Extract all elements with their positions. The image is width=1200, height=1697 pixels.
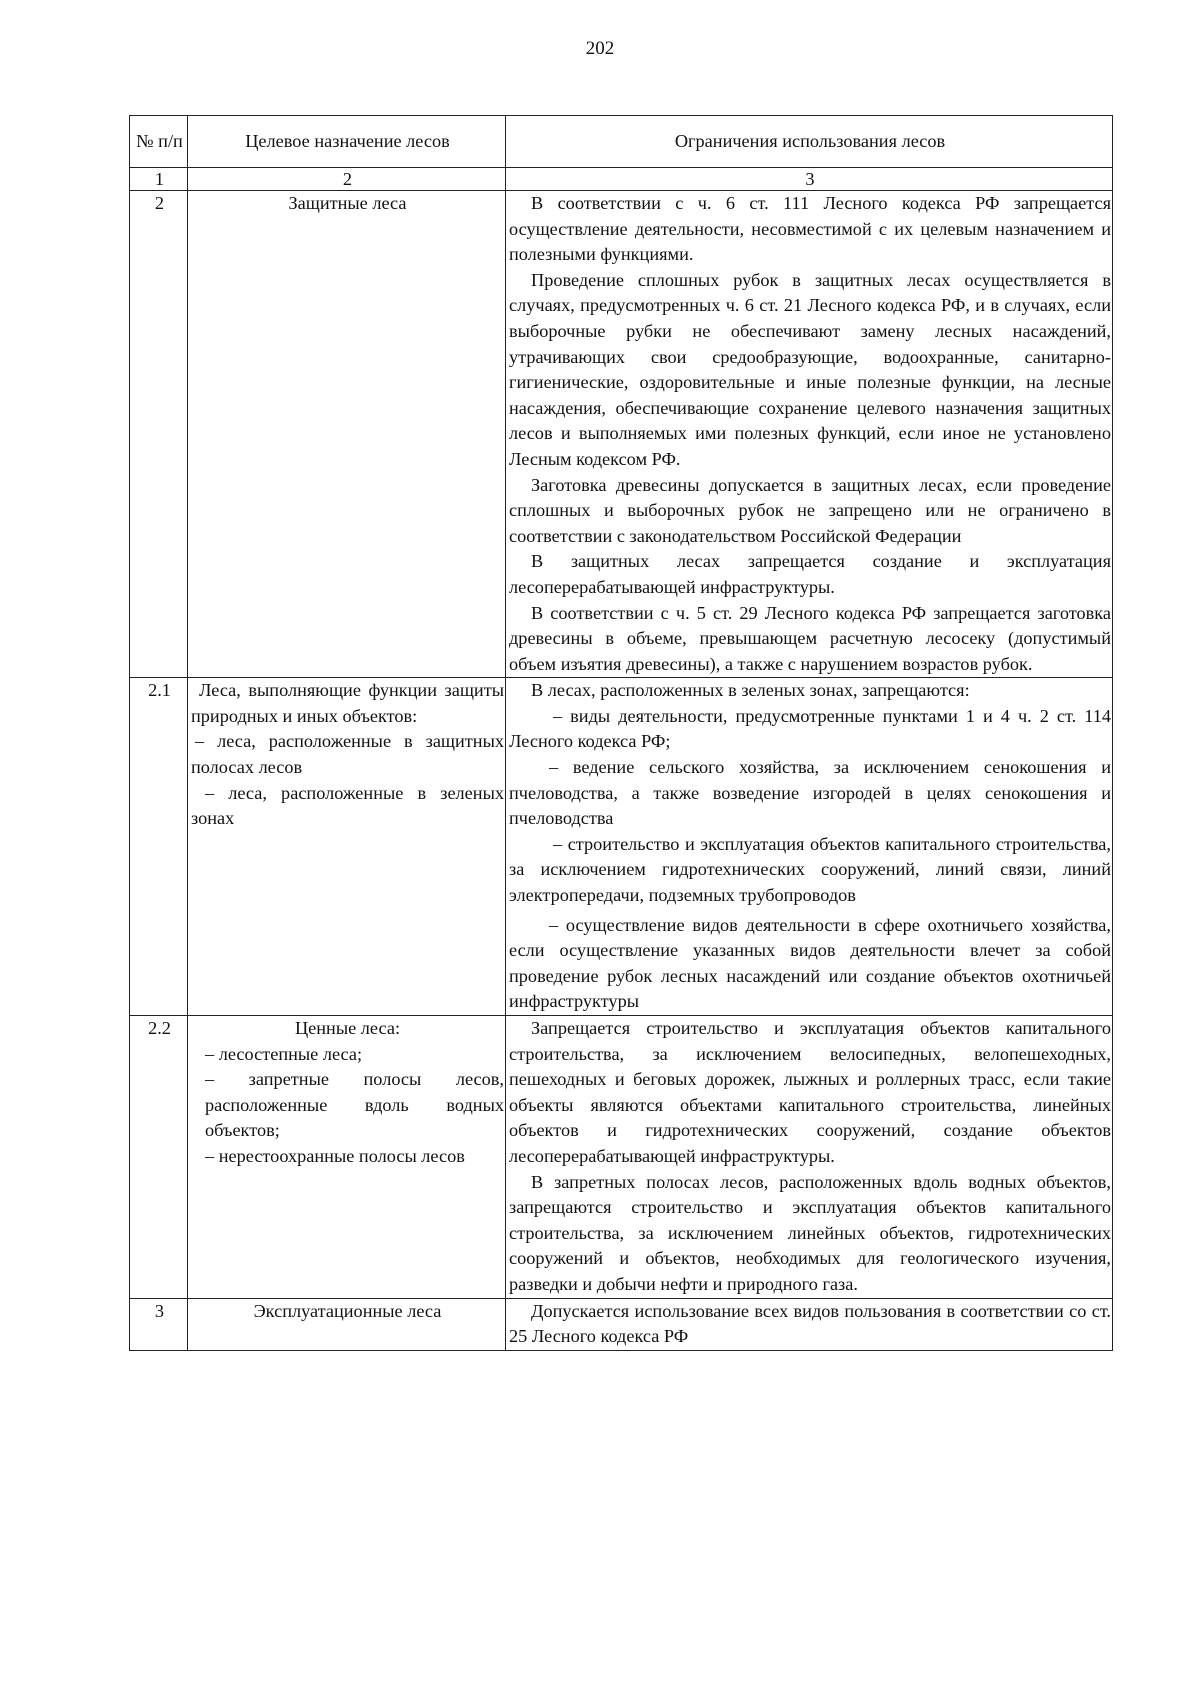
forest-restrictions-table [129,115,1113,1351]
purpose-item: – лесостепные леса; [205,1043,363,1064]
restriction-paragraph: В запретных полосах лесов, расположенных вдоль водных объектов, запрещаются строительство и эксплуатация объектов капитального строительства, за исключением линейных объектов, гидротехнических сооружений и объектов, необходимых для геологического изучения, разведки и добычи нефти и природного газа. [509,1171,1111,1294]
row-number: 2.2 [130,1016,188,1299]
table-row [130,1298,1113,1350]
purpose-text: Ценные леса: [294,1018,401,1038]
restriction-item: – ведение сельского хозяйства, за исключением сенокошения и пчеловодства, а также возведение изгородей в целях сенокошения и пчеловодства [509,757,1111,829]
restriction-paragraph: Заготовка древесины допускается в защитных лесах, если проведение сплошных и выборочных рубок не запрещено или не ограничено в соответствии с законодательством Российской Федерации [509,474,1111,546]
restriction-paragraph: Проведение сплошных рубок в защитных лесах осуществляется в случаях, предусмотренных ч. 6 ст. 21 Лесного кодекса РФ, и в случаях, если выборочные рубки не обеспечивают замену лесных насаждений, утрачивающих свои средообразующие, водоохранные, санитарно-гигиенические, оздоровительные и иные полезные функции, на лесные насаждения, обеспечивающие сохранение целевого назначения защитных лесов и выполняемых ими полезных функций, если иное не установлено Лесным кодексом РФ. [509,269,1111,469]
table-row [130,191,1113,678]
column-numbering-row [130,168,1113,191]
purpose-item: – леса, расположенные в зеленых зонах [191,782,504,829]
restriction-paragraph: В соответствии с ч. 6 ст. 111 Лесного кодекса РФ запрещается осуществление деятельности, несовместимой с их целевым назначением и полезными функциями. [509,193,1111,265]
header-purpose: Целевое назначение лесов [188,116,506,168]
page-number: 202 [585,38,615,59]
row-purpose: Эксплуатационные леса [188,1298,506,1350]
purpose-text: Леса, выполняющие функции защиты природных и иных объектов: [191,680,504,726]
column-number: 1 [130,168,188,191]
restriction-item: – осуществление видов деятельности в сфере охотничьего хозяйства, если осуществление указанных видов деятельности влечет за собой проведение рубок лесных насаждений или создание объектов охотничьей инфраструктуры [509,914,1111,1012]
column-number: 2 [188,168,506,191]
restriction-item: – строительство и эксплуатация объектов капитального строительства, за исключением гидротехнических сооружений, линий связи, линий электропередачи, подземных трубопроводов [509,833,1111,906]
row-restrictions [506,1298,1113,1350]
purpose-item: – леса, расположенные в защитных полосах лесов [191,731,504,778]
table-row [130,1016,1113,1299]
restriction-paragraph: В защитных лесах запрещается создание и эксплуатация лесоперерабатывающей инфраструктуры. [509,551,1111,597]
restriction-paragraph: В соответствии с ч. 5 ст. 29 Лесного кодекса РФ запрещается заготовка древесины в объеме, превышающем расчетную лесосеку (допустимый объем изъятия древесины), а также с нарушением возрастов рубок. [509,602,1111,674]
purpose-item: – нерестоохранные полосы лесов [205,1145,465,1166]
row-number: 3 [130,1298,188,1350]
row-purpose [188,678,506,1016]
header-number: № п/п [130,116,188,168]
row-restrictions [506,678,1113,1016]
row-purpose: Защитные леса [188,191,506,678]
restriction-item: – виды деятельности, предусмотренные пунктами 1 и 4 ч. 2 ст. 114 Лесного кодекса РФ; [509,705,1111,752]
column-number: 3 [506,168,1113,191]
row-restrictions [506,1016,1113,1299]
row-purpose [188,1016,506,1299]
restriction-paragraph: Запрещается строительство и эксплуатация объектов капитального строительства, за исключением велосипедных, велопешеходных, пешеходных и беговых дорожек, лыжных и роллерных трасс, если такие объекты являются объектами капитального строительства, линейных объектов и гидротехнических сооружений, создание объектов лесоперерабатывающей инфраструктуры. [509,1018,1111,1166]
purpose-item: – запретные полосы лесов, расположенные вдоль водных объектов; [205,1069,504,1141]
row-restrictions [506,191,1113,678]
row-number: 2 [130,191,188,678]
table-row [130,678,1113,1016]
restriction-paragraph: Допускается использование всех видов пользования в соответствии со ст. 25 Лесного кодекса РФ [509,1300,1111,1347]
header-restrictions: Ограничения использования лесов [506,116,1113,168]
row-number: 2.1 [130,678,188,1016]
table-header-row [130,116,1113,168]
restriction-intro: В лесах, расположенных в зеленых зонах, запрещаются: [531,680,970,701]
